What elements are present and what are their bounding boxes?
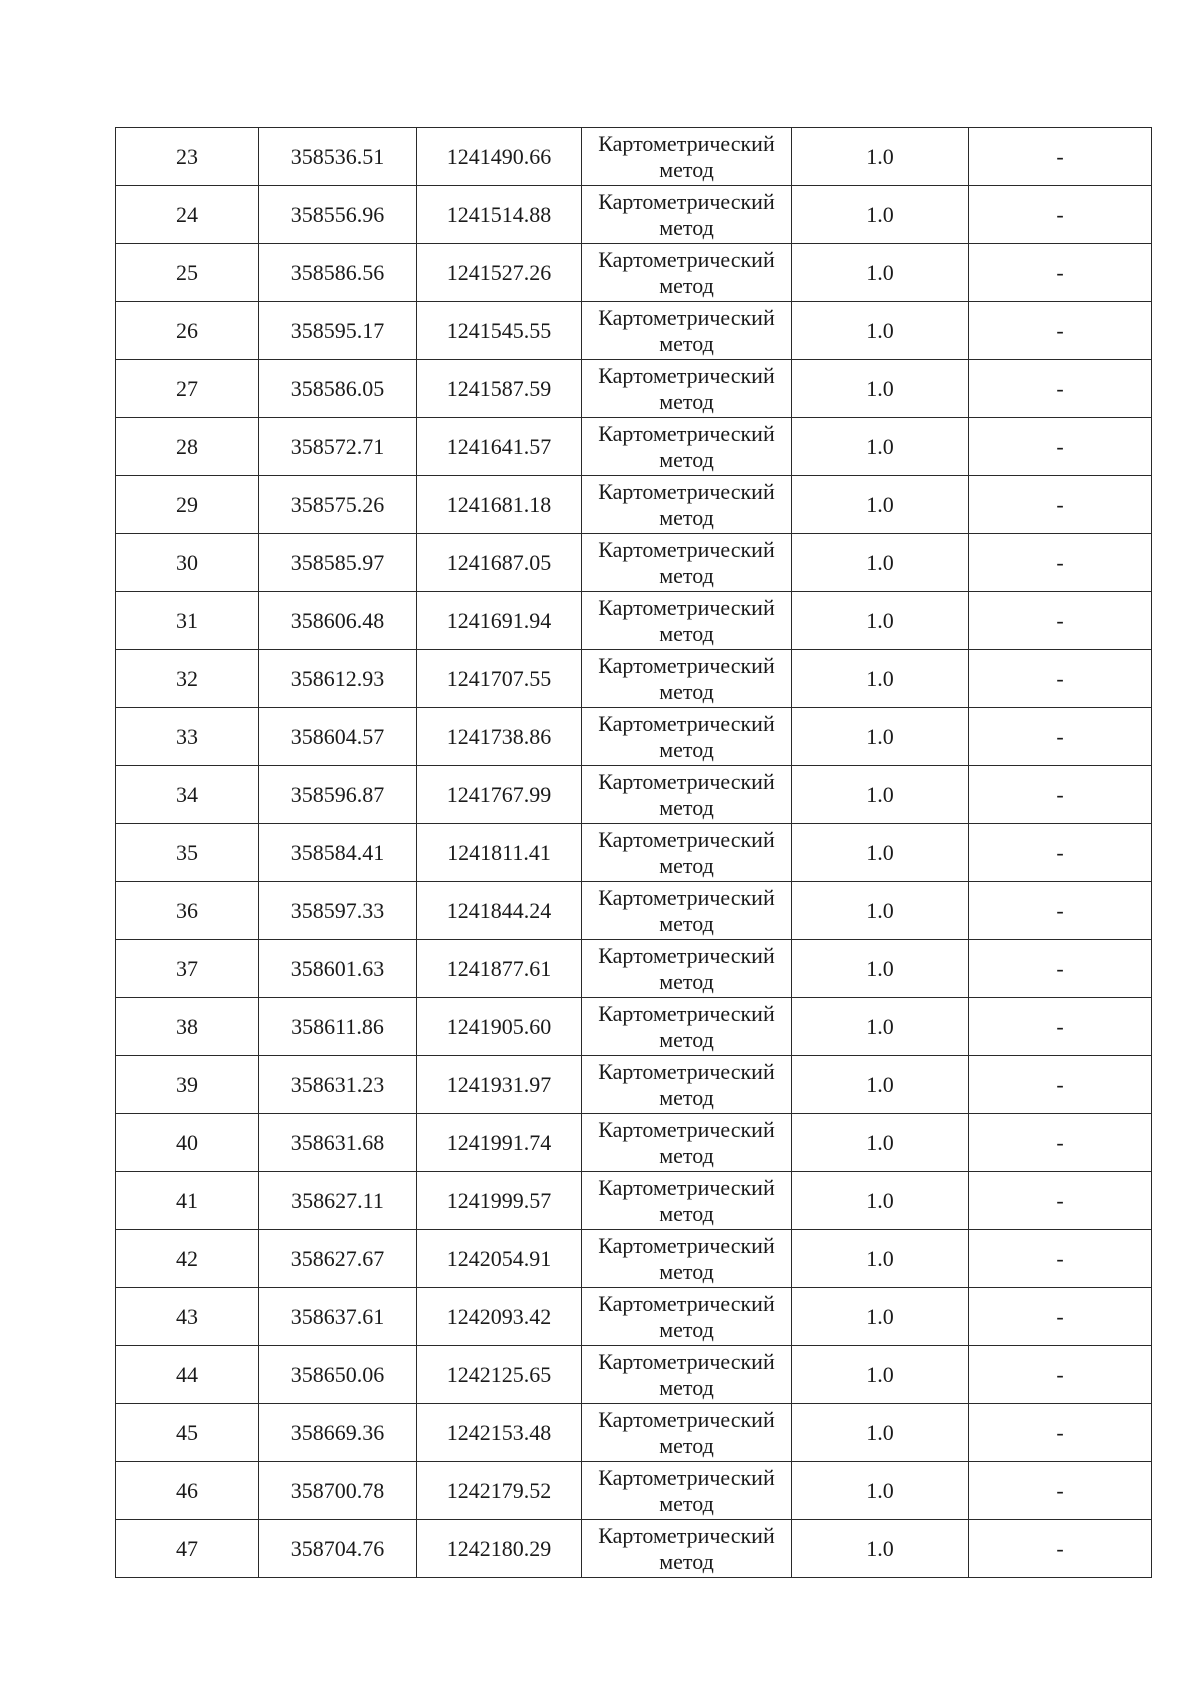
point-number-cell: 26 (116, 302, 259, 360)
y-coordinate-cell: 1241905.60 (417, 998, 582, 1056)
table-row (116, 360, 1152, 418)
method-cell: Картометрический метод (582, 1288, 792, 1346)
x-coordinate-cell: 358631.23 (259, 1056, 417, 1114)
accuracy-cell: 1.0 (792, 1346, 969, 1404)
note-cell: - (969, 708, 1152, 766)
point-number-cell: 47 (116, 1520, 259, 1578)
note-cell: - (969, 1404, 1152, 1462)
point-number-cell: 46 (116, 1462, 259, 1520)
x-coordinate-cell: 358637.61 (259, 1288, 417, 1346)
y-coordinate-cell: 1242180.29 (417, 1520, 582, 1578)
point-number-cell: 31 (116, 592, 259, 650)
y-coordinate-cell: 1242093.42 (417, 1288, 582, 1346)
method-cell: Картометрический метод (582, 1056, 792, 1114)
method-cell: Картометрический метод (582, 128, 792, 186)
y-coordinate-cell: 1241991.74 (417, 1114, 582, 1172)
table-row (116, 418, 1152, 476)
table-row (116, 302, 1152, 360)
x-coordinate-cell: 358606.48 (259, 592, 417, 650)
note-cell: - (969, 476, 1152, 534)
y-coordinate-cell: 1242125.65 (417, 1346, 582, 1404)
point-number-cell: 43 (116, 1288, 259, 1346)
y-coordinate-cell: 1241707.55 (417, 650, 582, 708)
method-cell: Картометрический метод (582, 940, 792, 998)
table-row (116, 940, 1152, 998)
x-coordinate-cell: 358700.78 (259, 1462, 417, 1520)
table-row (116, 476, 1152, 534)
note-cell: - (969, 1056, 1152, 1114)
method-cell: Картометрический метод (582, 824, 792, 882)
x-coordinate-cell: 358627.11 (259, 1172, 417, 1230)
y-coordinate-cell: 1241767.99 (417, 766, 582, 824)
accuracy-cell: 1.0 (792, 418, 969, 476)
y-coordinate-cell: 1241687.05 (417, 534, 582, 592)
table-row (116, 244, 1152, 302)
note-cell: - (969, 534, 1152, 592)
x-coordinate-cell: 358596.87 (259, 766, 417, 824)
accuracy-cell: 1.0 (792, 650, 969, 708)
y-coordinate-cell: 1241545.55 (417, 302, 582, 360)
point-number-cell: 28 (116, 418, 259, 476)
accuracy-cell: 1.0 (792, 592, 969, 650)
x-coordinate-cell: 358669.36 (259, 1404, 417, 1462)
table-row (116, 1404, 1152, 1462)
note-cell: - (969, 592, 1152, 650)
method-cell: Картометрический метод (582, 882, 792, 940)
table-row (116, 998, 1152, 1056)
accuracy-cell: 1.0 (792, 476, 969, 534)
accuracy-cell: 1.0 (792, 128, 969, 186)
method-cell: Картометрический метод (582, 1114, 792, 1172)
y-coordinate-cell: 1241641.57 (417, 418, 582, 476)
x-coordinate-cell: 358597.33 (259, 882, 417, 940)
table-row (116, 1520, 1152, 1578)
x-coordinate-cell: 358604.57 (259, 708, 417, 766)
point-number-cell: 34 (116, 766, 259, 824)
method-cell: Картометрический метод (582, 360, 792, 418)
note-cell: - (969, 650, 1152, 708)
table-row (116, 1346, 1152, 1404)
accuracy-cell: 1.0 (792, 1520, 969, 1578)
table-row (116, 534, 1152, 592)
coordinates-table (115, 127, 1152, 1578)
table-row (116, 1288, 1152, 1346)
point-number-cell: 36 (116, 882, 259, 940)
point-number-cell: 33 (116, 708, 259, 766)
method-cell: Картометрический метод (582, 302, 792, 360)
y-coordinate-cell: 1241681.18 (417, 476, 582, 534)
y-coordinate-cell: 1241490.66 (417, 128, 582, 186)
method-cell: Картометрический метод (582, 1520, 792, 1578)
accuracy-cell: 1.0 (792, 244, 969, 302)
note-cell: - (969, 1462, 1152, 1520)
note-cell: - (969, 186, 1152, 244)
table-row (116, 592, 1152, 650)
note-cell: - (969, 1288, 1152, 1346)
point-number-cell: 45 (116, 1404, 259, 1462)
table-row (116, 1114, 1152, 1172)
method-cell: Картометрический метод (582, 1172, 792, 1230)
method-cell: Картометрический метод (582, 1230, 792, 1288)
note-cell: - (969, 766, 1152, 824)
y-coordinate-cell: 1242153.48 (417, 1404, 582, 1462)
y-coordinate-cell: 1241844.24 (417, 882, 582, 940)
accuracy-cell: 1.0 (792, 1462, 969, 1520)
table-row (116, 128, 1152, 186)
method-cell: Картометрический метод (582, 244, 792, 302)
y-coordinate-cell: 1241527.26 (417, 244, 582, 302)
x-coordinate-cell: 358611.86 (259, 998, 417, 1056)
note-cell: - (969, 418, 1152, 476)
point-number-cell: 24 (116, 186, 259, 244)
x-coordinate-cell: 358612.93 (259, 650, 417, 708)
accuracy-cell: 1.0 (792, 1114, 969, 1172)
accuracy-cell: 1.0 (792, 998, 969, 1056)
note-cell: - (969, 128, 1152, 186)
note-cell: - (969, 1172, 1152, 1230)
point-number-cell: 27 (116, 360, 259, 418)
note-cell: - (969, 1114, 1152, 1172)
method-cell: Картометрический метод (582, 708, 792, 766)
table-row (116, 1056, 1152, 1114)
note-cell: - (969, 1346, 1152, 1404)
x-coordinate-cell: 358572.71 (259, 418, 417, 476)
note-cell: - (969, 824, 1152, 882)
note-cell: - (969, 302, 1152, 360)
table-row (116, 766, 1152, 824)
y-coordinate-cell: 1241999.57 (417, 1172, 582, 1230)
accuracy-cell: 1.0 (792, 1230, 969, 1288)
method-cell: Картометрический метод (582, 476, 792, 534)
point-number-cell: 42 (116, 1230, 259, 1288)
accuracy-cell: 1.0 (792, 1172, 969, 1230)
table-row (116, 882, 1152, 940)
x-coordinate-cell: 358536.51 (259, 128, 417, 186)
x-coordinate-cell: 358650.06 (259, 1346, 417, 1404)
point-number-cell: 35 (116, 824, 259, 882)
point-number-cell: 32 (116, 650, 259, 708)
method-cell: Картометрический метод (582, 1346, 792, 1404)
table-row (116, 1462, 1152, 1520)
table-row (116, 1230, 1152, 1288)
y-coordinate-cell: 1241587.59 (417, 360, 582, 418)
x-coordinate-cell: 358586.56 (259, 244, 417, 302)
x-coordinate-cell: 358627.67 (259, 1230, 417, 1288)
note-cell: - (969, 244, 1152, 302)
point-number-cell: 25 (116, 244, 259, 302)
accuracy-cell: 1.0 (792, 824, 969, 882)
point-number-cell: 44 (116, 1346, 259, 1404)
table-row (116, 824, 1152, 882)
y-coordinate-cell: 1242054.91 (417, 1230, 582, 1288)
point-number-cell: 30 (116, 534, 259, 592)
table-row (116, 1172, 1152, 1230)
y-coordinate-cell: 1242179.52 (417, 1462, 582, 1520)
x-coordinate-cell: 358556.96 (259, 186, 417, 244)
x-coordinate-cell: 358601.63 (259, 940, 417, 998)
method-cell: Картометрический метод (582, 534, 792, 592)
y-coordinate-cell: 1241738.86 (417, 708, 582, 766)
method-cell: Картометрический метод (582, 766, 792, 824)
point-number-cell: 37 (116, 940, 259, 998)
accuracy-cell: 1.0 (792, 302, 969, 360)
accuracy-cell: 1.0 (792, 708, 969, 766)
method-cell: Картометрический метод (582, 650, 792, 708)
x-coordinate-cell: 358595.17 (259, 302, 417, 360)
y-coordinate-cell: 1241514.88 (417, 186, 582, 244)
y-coordinate-cell: 1241931.97 (417, 1056, 582, 1114)
accuracy-cell: 1.0 (792, 766, 969, 824)
y-coordinate-cell: 1241691.94 (417, 592, 582, 650)
note-cell: - (969, 360, 1152, 418)
method-cell: Картометрический метод (582, 1462, 792, 1520)
accuracy-cell: 1.0 (792, 1056, 969, 1114)
point-number-cell: 29 (116, 476, 259, 534)
accuracy-cell: 1.0 (792, 940, 969, 998)
x-coordinate-cell: 358586.05 (259, 360, 417, 418)
x-coordinate-cell: 358704.76 (259, 1520, 417, 1578)
method-cell: Картометрический метод (582, 418, 792, 476)
accuracy-cell: 1.0 (792, 1404, 969, 1462)
note-cell: - (969, 998, 1152, 1056)
x-coordinate-cell: 358584.41 (259, 824, 417, 882)
point-number-cell: 23 (116, 128, 259, 186)
x-coordinate-cell: 358631.68 (259, 1114, 417, 1172)
accuracy-cell: 1.0 (792, 186, 969, 244)
point-number-cell: 40 (116, 1114, 259, 1172)
table-row (116, 708, 1152, 766)
table-row (116, 650, 1152, 708)
method-cell: Картометрический метод (582, 1404, 792, 1462)
note-cell: - (969, 1520, 1152, 1578)
table-row (116, 186, 1152, 244)
point-number-cell: 41 (116, 1172, 259, 1230)
table-body (116, 128, 1152, 1578)
accuracy-cell: 1.0 (792, 360, 969, 418)
accuracy-cell: 1.0 (792, 882, 969, 940)
y-coordinate-cell: 1241811.41 (417, 824, 582, 882)
note-cell: - (969, 940, 1152, 998)
accuracy-cell: 1.0 (792, 1288, 969, 1346)
y-coordinate-cell: 1241877.61 (417, 940, 582, 998)
point-number-cell: 38 (116, 998, 259, 1056)
accuracy-cell: 1.0 (792, 534, 969, 592)
method-cell: Картометрический метод (582, 592, 792, 650)
method-cell: Картометрический метод (582, 998, 792, 1056)
note-cell: - (969, 882, 1152, 940)
point-number-cell: 39 (116, 1056, 259, 1114)
note-cell: - (969, 1230, 1152, 1288)
method-cell: Картометрический метод (582, 186, 792, 244)
x-coordinate-cell: 358585.97 (259, 534, 417, 592)
x-coordinate-cell: 358575.26 (259, 476, 417, 534)
